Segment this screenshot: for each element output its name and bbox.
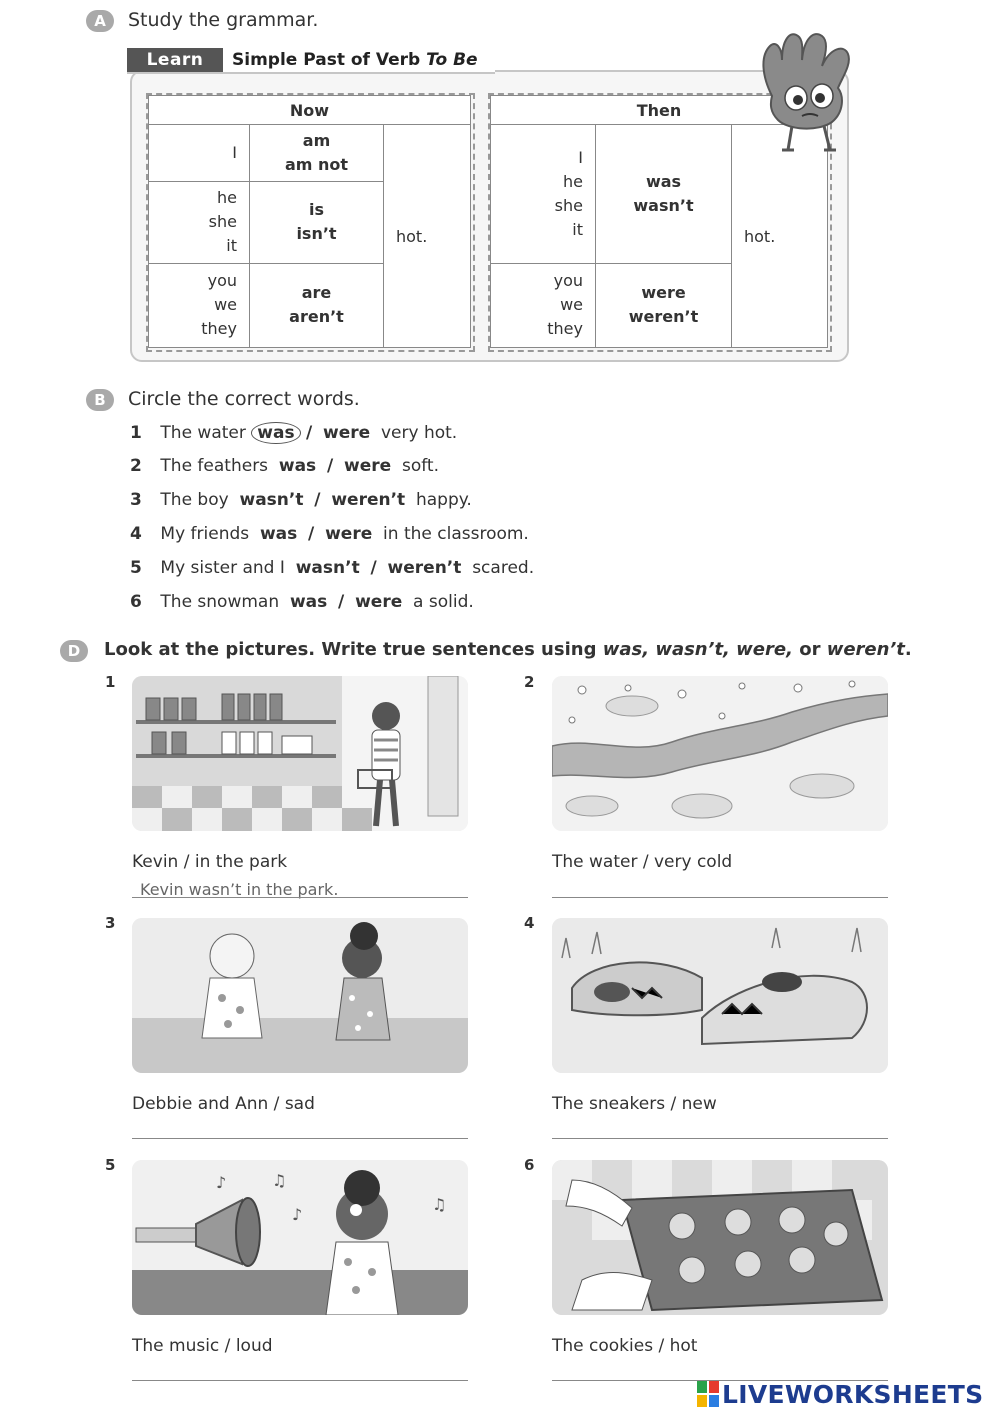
now-adjective-cell: hot. <box>384 125 471 348</box>
option-word[interactable]: wasn’t <box>295 558 360 578</box>
now-table <box>148 95 471 348</box>
circled-answer[interactable]: was <box>251 422 300 444</box>
then-adjective-cell: hot. <box>732 125 828 348</box>
option-word[interactable]: was <box>289 592 328 612</box>
then-subject-cell: you we they <box>491 263 596 347</box>
picture-number: 3 <box>105 914 116 932</box>
option-word[interactable]: were <box>325 524 373 544</box>
section-d-title: Look at the pictures. Write true sentences using was, wasn’t, were, or weren’t. <box>104 639 912 660</box>
then-header: Then <box>491 96 828 125</box>
option-word[interactable]: were <box>355 592 403 612</box>
picture-number: 4 <box>524 914 535 932</box>
answer-line[interactable] <box>132 1380 468 1381</box>
section-a-title: Study the grammar. <box>128 9 319 31</box>
picture-prompt: The cookies / hot <box>552 1336 698 1356</box>
option-word[interactable]: weren’t <box>331 490 406 510</box>
picture-prompt: The water / very cold <box>552 852 733 872</box>
then-verb-cell: were weren’t <box>596 263 732 347</box>
now-subject-cell: you we they <box>149 263 250 347</box>
option-word[interactable]: wasn’t <box>239 490 304 510</box>
now-verb-cell: is isn’t <box>250 182 384 263</box>
liveworksheets-logo[interactable]: LIVEWORKSHEETS <box>722 1380 984 1409</box>
answer-line[interactable] <box>132 1138 468 1139</box>
exercise-item: 2 The feathers was / were soft. <box>130 456 439 476</box>
option-word[interactable]: were <box>344 456 392 476</box>
exercise-item: 6 The snowman was / were a solid. <box>130 592 474 612</box>
learn-title: Simple Past of Verb To Be <box>232 50 478 70</box>
svg-text:♫: ♫ <box>432 1195 447 1214</box>
exercise-item: 4 My friends was / were in the classroom. <box>130 524 529 544</box>
picture-number: 1 <box>105 673 116 691</box>
option-word[interactable]: was <box>278 456 317 476</box>
now-verb-cell: am am not <box>250 125 384 182</box>
picture-prompt: The sneakers / new <box>552 1094 717 1114</box>
picture-prompt: Debbie and Ann / sad <box>132 1094 315 1114</box>
picture-number: 6 <box>524 1156 535 1174</box>
store-picture <box>132 676 468 831</box>
svg-text:♫: ♫ <box>272 1171 287 1190</box>
option-word[interactable]: were <box>323 423 371 443</box>
picture-prompt: Kevin / in the park <box>132 852 288 872</box>
svg-text:♪: ♪ <box>216 1173 227 1192</box>
section-b-badge: B <box>86 389 114 411</box>
exercise-item: 3 The boy wasn’t / weren’t happy. <box>130 490 472 510</box>
picture-prompt: The music / loud <box>132 1336 273 1356</box>
option-word[interactable]: was <box>259 524 298 544</box>
learn-label: Learn <box>127 48 223 72</box>
now-subject-cell: I <box>149 125 250 182</box>
answer-line[interactable] <box>552 1138 888 1139</box>
trumpet-music-picture <box>132 1160 468 1315</box>
exercise-item: 1 The water was / were very hot. <box>130 423 458 443</box>
then-subject-cell: I he she it <box>491 125 596 264</box>
picture-number: 2 <box>524 673 535 691</box>
now-verb-cell: are aren’t <box>250 263 384 347</box>
hand-mascot-illustration <box>752 26 864 158</box>
frozen-river-picture <box>552 676 888 831</box>
now-header: Now <box>149 96 471 125</box>
answer-line[interactable] <box>132 897 468 898</box>
section-b-title: Circle the correct words. <box>128 388 360 410</box>
option-word[interactable]: weren’t <box>387 558 462 578</box>
hot-cookies-picture <box>552 1160 888 1315</box>
svg-text:♪: ♪ <box>292 1205 303 1224</box>
answer-line[interactable] <box>552 897 888 898</box>
sneakers-picture <box>552 918 888 1073</box>
section-d-badge: D <box>60 640 88 662</box>
answer-text[interactable]: Kevin wasn’t in the park. <box>140 880 339 899</box>
two-girls-picture <box>132 918 468 1073</box>
exercise-item: 5 My sister and I wasn’t / weren’t scared. <box>130 558 535 578</box>
then-verb-cell: was wasn’t <box>596 125 732 264</box>
picture-number: 5 <box>105 1156 116 1174</box>
now-subject-cell: he she it <box>149 182 250 263</box>
liveworksheets-logo-icon <box>697 1381 719 1407</box>
section-a-badge: A <box>86 10 114 32</box>
